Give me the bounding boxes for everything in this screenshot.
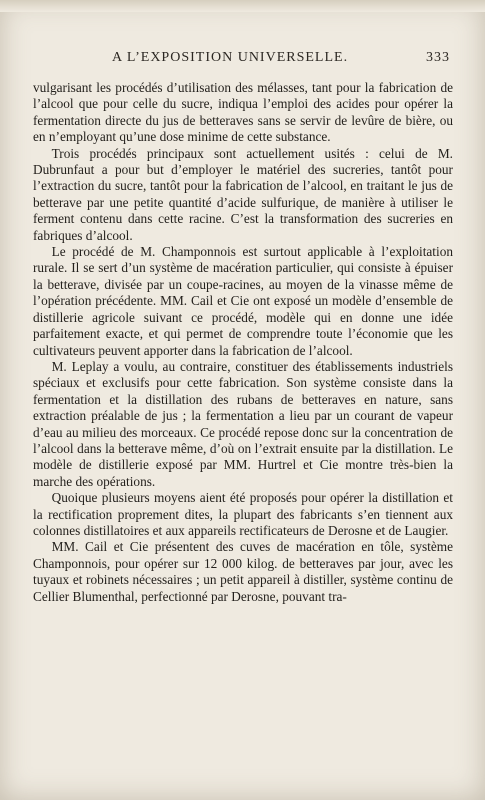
running-title: A L’EXPOSITION UNIVERSELLE.: [112, 50, 349, 65]
paragraph-6: MM. Cail et Cie présentent des cuves de macération en tôle, système Champonnois, pour opérer sur 12 000 kilog. de betteraves par jour, avec les tuyaux et robinets nécessaires ; un petit appareil à distiller, système continu de Cellier Blumenthal, perfectionné par Derosne, pouvant tra-: [33, 539, 453, 604]
paragraph-4: M. Leplay a voulu, au contraire, constituer des établissements industriels spéciaux et exclusifs pour cette fabrication. Son système consiste dans la fermentation et la distillation des rubans de betteraves en nature, sans extraction préalable de jus ; la fermentation a lieu par un courant de vapeur d’eau au milieu des morceaux. Ce procédé repose donc sur la concentration de l’alcool dans la betterave même, d’où on l’extrait ensuite par la distillation. Le modèle de distillerie exposé par MM. Hurtrel et Cie montre très-bien la marche des opérations.: [33, 358, 453, 489]
paragraph-1: vulgarisant les procédés d’utilisation des mélasses, tant pour la fabrication de l’alcool que pour celle du sucre, indiqua l’emploi des acides pour opérer la fermentation directe du jus de betteraves sans se servir de levûre de bière, ou en n’employant qu’une dose minime de cette substance.: [33, 80, 453, 145]
paragraph-2: Trois procédés principaux sont actuellement usités : celui de M. Dubrunfaut a pour but d’employer le matériel des sucreries, tantôt pour l’extraction du sucre, tantôt pour la fabrication de l’alcool, en traitant le jus de betterave par une petite quantité d’acide sulfurique, de manière à utiliser le ferment contenu dans cette racine. C’est la transformation des sucreries en fabriques d’alcool.: [33, 145, 453, 243]
page-number: 333: [426, 50, 450, 65]
page-top-edge: [0, 0, 485, 12]
paragraph-5: Quoique plusieurs moyens aient été proposés pour opérer la distillation et la rectification proprement dites, la plupart des fabricants s’en tiennent aux colonnes distillatoires et aux appareils rectificateurs de Derosne et de Laugier.: [33, 490, 453, 538]
body-text: [33, 80, 453, 605]
running-header: [40, 50, 450, 70]
paragraph-3: Le procédé de M. Champonnois est surtout applicable à l’exploitation rurale. Il se sert d’un système de macération particulier, qui consiste à épuiser la betterave, divisée par un coupe-racines, au moyen de la vinasse même de l’opération précédente. MM. Cail et Cie ont exposé un modèle d’ensemble de distillerie agricole suivant ce procédé, modèle qui en donne une idée parfaitement exacte, et qui permet de comprendre toute l’économie que les cultivateurs peuvent apporter dans la fabrication de l’alcool.: [33, 244, 453, 358]
